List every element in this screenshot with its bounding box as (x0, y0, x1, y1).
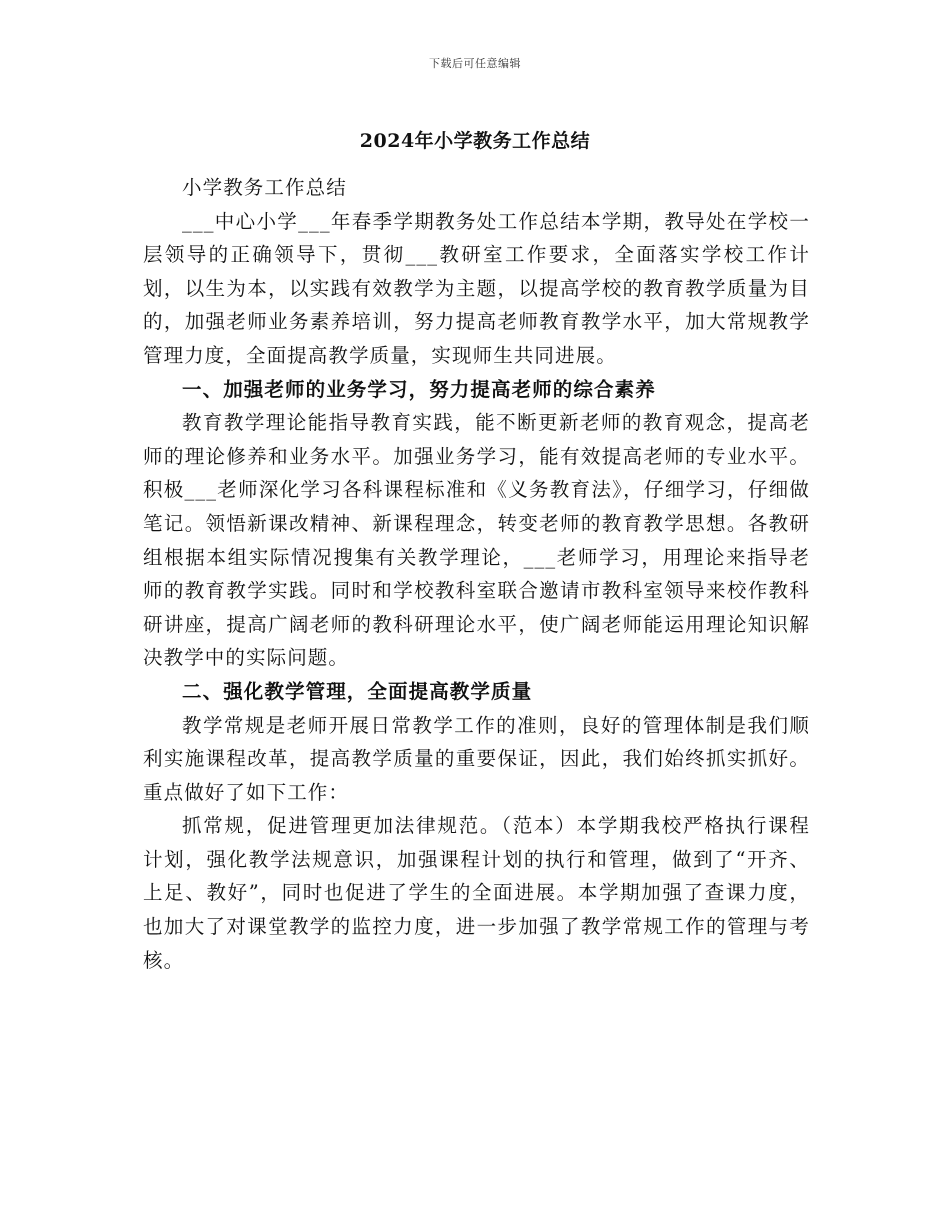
document-body (143, 171, 810, 977)
subtitle-paragraph: 小学教务工作总结 (182, 176, 347, 199)
body-paragraph: 教育教学理论能指导教育实践，能不断更新老师的教育观念，提高老师的理论修养和业务水平。加强业务学习，能有效提高老师的专业水平。积极___老师深化学习各科课程标准和《义务教育法》，仔细学习，仔细做笔记。领悟新课改精神、新课程理念，转变老师的教育教学思想。各教研组根据本组实际情况搜集有关教学理论，___老师学习，用理论来指导老师的教育教学实践。同时和学校教科室联合邀请市教科室领导来校作教科研讲座，提高广阔老师的教科研理论水平，使广阔老师能运用理论知识解决教学中的实际问题。 (143, 411, 810, 670)
header-note: 下载后可任意编辑 (429, 57, 521, 70)
body-paragraph: 抓常规，促进管理更加法律规范。（范本）本学期我校严格执行课程计划，强化教学法规意识，加强课程计划的执行和管理，做到了“开齐、上足、教好”，同时也促进了学生的全面进展。本学期加强了查课力度，也加大了对课堂教学的监控力度，进一步加强了教学常规工作的管理与考核。 (143, 814, 810, 972)
body-paragraph: 教学常规是老师开展日常教学工作的准则，良好的管理体制是我们顺利实施课程改革，提高教学质量的重要保证，因此，我们始终抓实抓好。重点做好了如下工作： (143, 713, 810, 804)
section-heading-2: 二、强化教学管理，全面提高教学质量 (182, 679, 533, 703)
document-title: 2024年小学教务工作总结 (359, 130, 591, 152)
intro-paragraph: ___中心小学___年春季学期教务处工作总结本学期，教导处在学校一层领导的正确领导下，贯彻___教研室工作要求，全面落实学校工作计划，以生为本，以实践有效教学为主题，以提高学校的教育教学质量为目的，加强老师业务素养培训，努力提高老师教育教学水平，加大常规教学管理力度，全面提高教学质量，实现师生共同进展。 (143, 209, 810, 367)
section-heading-1: 一、加强老师的业务学习，努力提高老师的综合素养 (182, 377, 656, 401)
